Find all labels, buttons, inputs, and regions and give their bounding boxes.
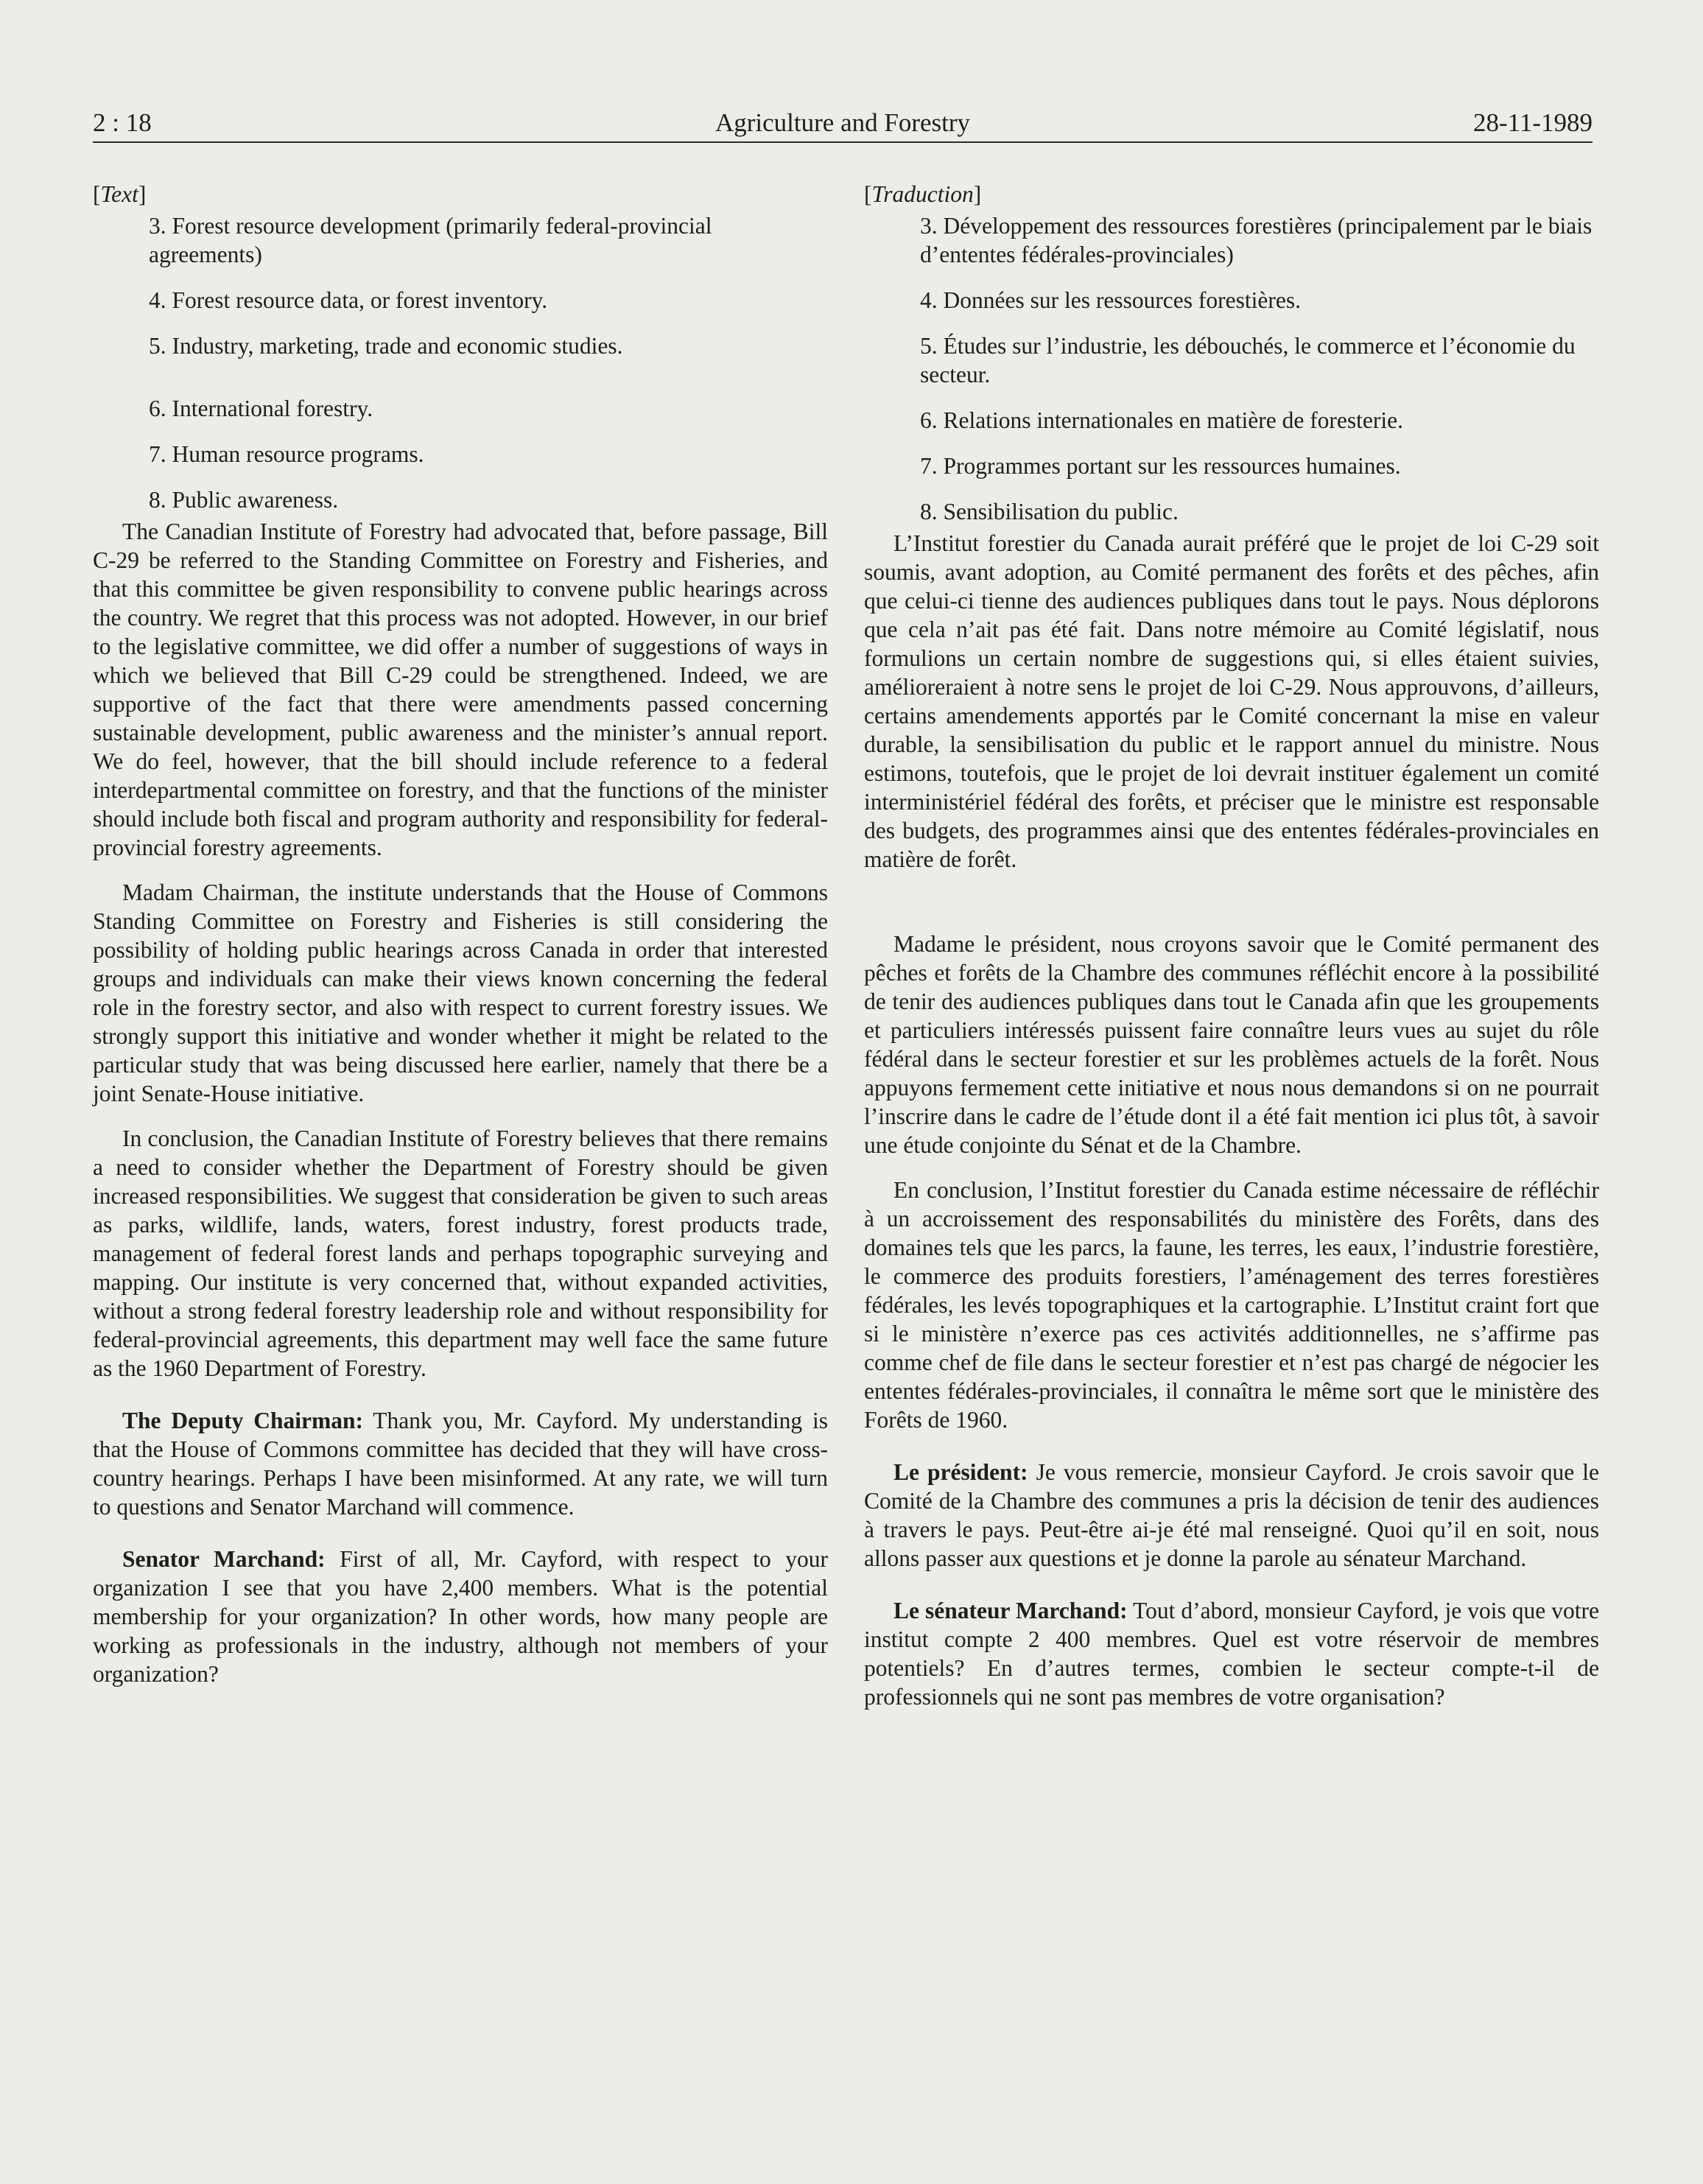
speech-text: Je vous remercie, monsieur Cayford. Je crois savoir que le Comité de la Chambre des communes a pris la décision de tenir des audiences à travers le pays. Peut-être ai-je été mal renseigné. Quoi qu’il en soit, nous allons passer aux questions et je donne la parole au sénateur Marchand. <box>864 1459 1600 1571</box>
list-item: 4. Forest resource data, or forest inventory. <box>149 287 548 313</box>
speaker-name: Senator Marchand: <box>122 1546 326 1572</box>
list-item: 5. Études sur l’industrie, les débouchés, le commerce et l’économie du secteur. <box>920 333 1576 387</box>
speech-text: First of all, Mr. Cayford, with respect to your organization I see that you have 2,400 members. What is the potential membership for your organization? In other words, how many people are working as professionals in the industry, although not members of your organization? <box>93 1546 829 1687</box>
text-marker: [Text] <box>93 181 147 207</box>
speech-text: Tout d’abord, monsieur Cayford, je vois que votre institut compte 2 400 membres. Quel est votre réservoir de membres potentiels? En d’autres termes, combien le secteur compte-t-il de professionnels qui ne sont pas membres de votre organisation? <box>864 1598 1599 1710</box>
list-item: 6. International forestry. <box>149 396 373 421</box>
speech <box>864 1458 1599 1573</box>
translation-marker: [Traduction] <box>864 181 982 207</box>
speaker-name: Le président: <box>893 1459 1028 1485</box>
text-marker-label: Text <box>100 181 138 207</box>
list-item: 8. Sensibilisation du public. <box>920 499 1179 524</box>
sitting-date: 28-11-1989 <box>1472 108 1593 137</box>
list-item: 5. Industry, marketing, trade and economic studies. <box>149 333 623 359</box>
paragraph: The Canadian Institute of Forestry had advocated that, before passage, Bill C-29 be referred to the Standing Committee on Forestry and Fisheries, and that this committee be given responsibility to convene public hearings across the country. We regret that this process was not adopted. However, in our brief to the legislative committee, we did offer a number of suggestions of ways in which we believed that Bill C-29 could be strengthened. Indeed, we are supportive of the fact that there were amendments passed concerning sustainable development, public awareness and the minister’s annual report. We do feel, however, that the bill should include reference to a federal interdepartmental committee on forestry, and that the functions of the minister should include both fiscal and program authority and responsibility for federal-provincial forestry agreements. <box>93 519 828 860</box>
translation-marker-label: Traduction <box>871 181 974 207</box>
english-column <box>93 180 828 1688</box>
speech <box>93 1406 828 1521</box>
speech-text: Thank you, Mr. Cayford. My understanding is that the House of Commons committee has decided that they will have cross-country hearings. Perhaps I have been misinformed. At any rate, we will turn to questions and Senator Marchand will commence. <box>93 1408 828 1520</box>
running-header <box>93 105 1593 141</box>
list-item: 3. Forest resource development (primarily federal-provincial agreements) <box>149 213 712 267</box>
list-item: 6. Relations internationales en matière de foresterie. <box>920 407 1403 433</box>
list-item: 4. Données sur les ressources forestières. <box>920 287 1301 313</box>
list-item: 3. Développement des ressources forestières (principalement par le biais d’ententes fédérales-provinciales) <box>920 213 1593 267</box>
paragraph: Madame le président, nous croyons savoir que le Comité permanent des pêches et forêts de la Chambre des communes réfléchit encore à la possibilité de tenir des audiences publiques dans tout le Canada afin que les groupements et particuliers intéressés puissent faire connaître leurs vues au sujet du rôle fédéral dans le secteur forestier et sur les problèmes actuels de la forêt. Nous appuyons fermement cette initiative et nous nous demandons si on ne pourrait l’inscrire dans le cadre de l’étude dont il a été fait mention ici plus tôt, à savoir une étude conjointe du Sénat et de la Chambre. <box>864 931 1599 1158</box>
paragraph: L’Institut forestier du Canada aurait préféré que le projet de loi C-29 soit soumis, avant adoption, au Comité permanent des forêts et des pêches, afin que celui-ci tienne des audiences publiques dans tout le pays. Nous déplorons que cela n’ait pas été fait. Dans notre mémoire au Comité législatif, nous formulions un certain nombre de suggestions qui, si elles étaient suivies, amélioreraient à notre sens le projet de loi C-29. Nous approuvons, d’ailleurs, certains amendements apportés par le Comité concernant la mise en valeur durable, la sensibilisation du public et le rapport annuel du ministre. Nous estimons, toutefois, que le projet de loi devrait instituer également un comité interministériel fédéral des forêts, et préciser que le ministre est responsable des budgets, des programmes ainsi que des ententes fédérales-provinciales en matière de forêt. <box>864 530 1599 872</box>
french-column <box>864 180 1599 1711</box>
header-rule <box>93 141 1593 143</box>
paragraph: En conclusion, l’Institut forestier du Canada estime nécessaire de réfléchir à un accroissement des responsabilités du ministère des Forêts, dans des domaines tels que les parcs, la faune, les terres, les eaux, l’industrie forestière, le commerce des produits forestiers, l’aménagement des terres forestières fédérales, les levés topographiques et la cartographie. L’Institut craint fort que si le ministère n’exerce pas ces activités additionnelles, ne s’affirme pas comme chef de file dans le secteur forestier et n’est pas chargé de négocier les ententes fédérales-provinciales, il connaîtra le même sort que le ministère des Forêts de 1960. <box>864 1177 1599 1433</box>
speech <box>93 1545 828 1688</box>
publication-title: Agriculture and Forestry <box>714 108 971 137</box>
list-item: 7. Human resource programs. <box>149 441 424 467</box>
list-item: 8. Public awareness. <box>149 487 339 513</box>
paragraph: Madam Chairman, the institute understands that the House of Commons Standing Committee on Forestry and Fisheries is still considering the possibility of holding public hearings across Canada in order that interested groups and individuals can make their views known concerning the federal role in the forestry sector, and also with respect to current forestry issues. We strongly support this initiative and wonder whether it might be related to the particular study that was being discussed here earlier, namely that there be a joint Senate-House initiative. <box>93 879 828 1106</box>
page-number: 2 : 18 <box>93 108 152 137</box>
list-item: 7. Programmes portant sur les ressources humaines. <box>920 453 1401 479</box>
speech <box>864 1596 1599 1711</box>
speaker-name: The Deputy Chairman: <box>122 1408 363 1433</box>
paragraph: In conclusion, the Canadian Institute of Forestry believes that there remains a need to consider whether the Department of Forestry should be given increased responsibilities. We suggest that consideration be given to such areas as parks, wildlife, lands, waters, forest industry, forest products trade, management of federal forest lands and perhaps topographic surveying and mapping. Our institute is very concerned that, without expanded activities, without a strong federal forestry leadership role and without responsibility for federal-provincial agreements, this department may well face the same future as the 1960 Department of Forestry. <box>93 1126 828 1381</box>
speaker-name: Le sénateur Marchand: <box>893 1598 1128 1623</box>
